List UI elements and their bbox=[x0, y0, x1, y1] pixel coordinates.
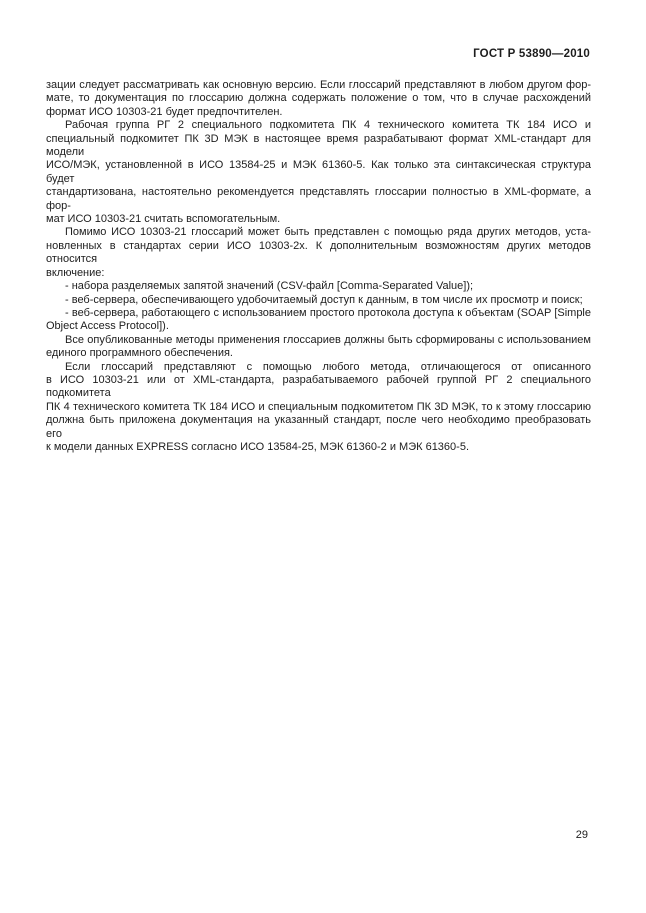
text-line: ПК 4 технического комитета ТК 184 ИСО и специальным подкомитетом ПК 3D МЭК, то к этому глоссарию bbox=[46, 400, 591, 413]
text-line: должна быть приложена документация на указанный стандарт, после чего необходимо преобразовать его bbox=[46, 414, 591, 440]
text-line: зации следует рассматривать как основную версию. Если глоссарий представляют в любом другом фор- bbox=[46, 79, 591, 91]
list-item-line: - веб-сервера, работающего с использованием простого протокола доступа к объектам (SOAP [Simple bbox=[65, 306, 591, 319]
text-line: к модели данных EXPRESS согласно ИСО 13584-25, МЭК 61360-2 и МЭК 61360-5. bbox=[46, 440, 470, 453]
text-line: специальный подкомитет ПК 3D МЭК в настоящее время разрабатывают формат XML-стандарт для модели bbox=[46, 132, 591, 159]
text-line: единого программного обеспечения. bbox=[46, 347, 233, 360]
text-line: мате, то документация по глоссарию должна содержать положение о том, что в случае расхождений bbox=[46, 92, 591, 105]
text-line: Рабочая группа РГ 2 специального подкомитета ПК 4 технического комитета ТК 184 ИСО и bbox=[65, 119, 591, 132]
list-item-line: - веб-сервера, обеспечивающего удобочитаемый доступ к данным, в том числе их просмотр и поиск; bbox=[65, 293, 583, 306]
text-line: Помимо ИСО 10303-21 глоссарий может быть представлен с помощью ряда других методов, уста- bbox=[65, 226, 591, 239]
running-header: ГОСТ Р 53890—2010 bbox=[473, 48, 590, 60]
text-line: включение: bbox=[46, 266, 105, 279]
text-line: формат ИСО 10303-21 будет предпочтителен. bbox=[46, 105, 283, 118]
text-line: Все опубликованные методы применения глоссариев должны быть сформированы с использованием bbox=[65, 333, 591, 346]
list-item-line: Object Access Protocol]). bbox=[46, 320, 169, 333]
text-line: Если глоссарий представляют с помощью любого метода, отличающегося от описанного bbox=[65, 360, 591, 373]
text-line: в ИСО 10303-21 или от XML-стандарта, разрабатываемого рабочей группой РГ 2 специального подкомитета bbox=[46, 373, 591, 400]
text-line: новленных в стандартах серии ИСО 10303-2x. К дополнительным возможностям других методов относится bbox=[46, 239, 591, 266]
body-text bbox=[46, 79, 591, 454]
text-line: стандартизована, настоятельно рекомендуется представлять глоссарии полностью в XML-формате, а фор- bbox=[46, 186, 591, 212]
list-item-line: - набора разделяемых запятой значений (CSV-файл [Comma-Separated Value]); bbox=[65, 280, 474, 293]
text-line: мат ИСО 10303-21 считать вспомогательным. bbox=[46, 213, 281, 226]
page-number: 29 bbox=[575, 829, 588, 841]
text-line: ИСО/МЭК, установленной в ИСО 13584-25 и МЭК 61360-5. Как только эта синтаксическая структура будет bbox=[46, 159, 591, 185]
